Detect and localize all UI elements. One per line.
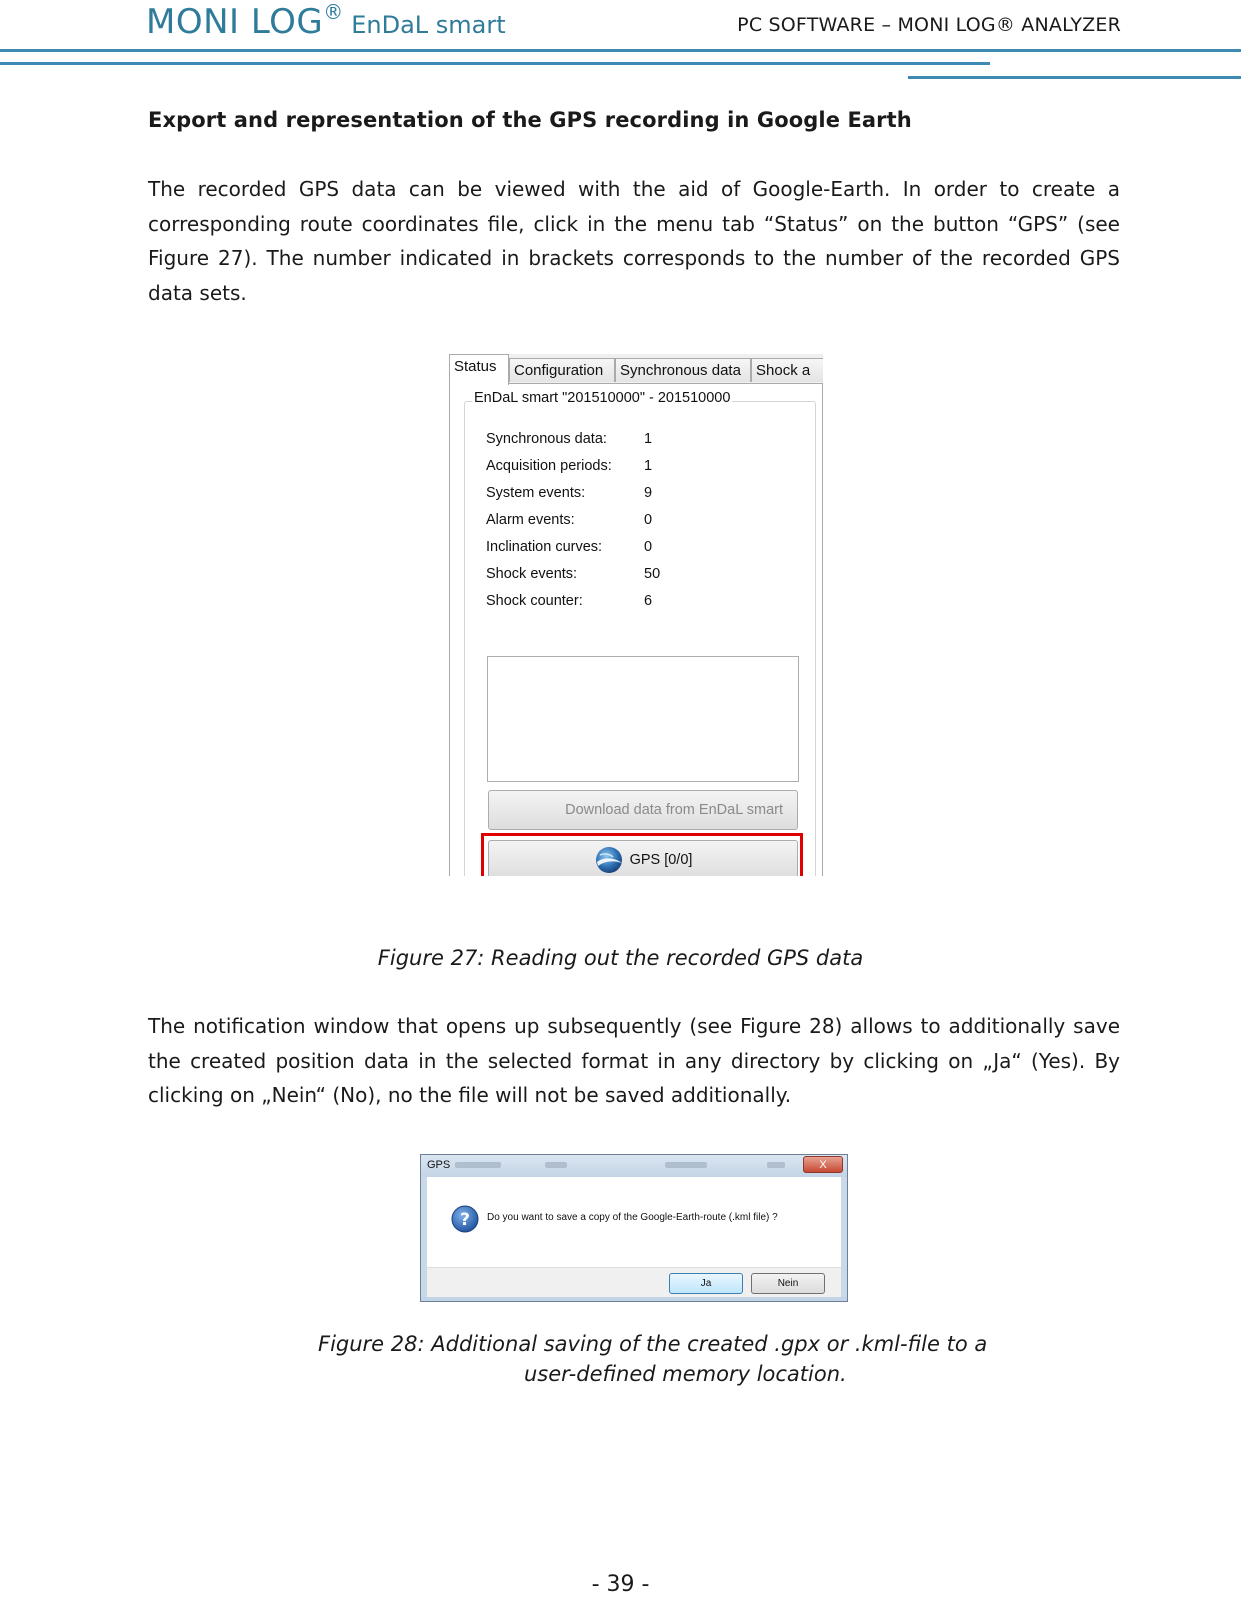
yes-button[interactable]: Ja [669, 1273, 743, 1294]
no-button[interactable]: Nein [751, 1273, 825, 1294]
log-listbox[interactable] [487, 656, 799, 782]
background-blur [455, 1162, 501, 1168]
dialog-title: GPS [427, 1159, 451, 1171]
stat-row [486, 458, 653, 474]
stat-label: Acquisition periods: [486, 458, 612, 474]
stat-value: 1 [644, 458, 653, 474]
dialog-titlebar [421, 1155, 848, 1177]
stat-value: 50 [644, 566, 661, 582]
stat-row [486, 593, 653, 609]
tab-shock[interactable]: Shock a [751, 358, 823, 382]
stat-label: Synchronous data: [486, 431, 607, 447]
dialog-footer [427, 1267, 841, 1298]
background-blur [665, 1162, 707, 1168]
dialog-message: Do you want to save a copy of the Google-Earth-route (.kml file) ? [487, 1212, 778, 1223]
stat-value: 0 [644, 539, 653, 555]
dialog-body [427, 1177, 841, 1267]
header-divider [908, 76, 1241, 79]
tab-bar [449, 354, 823, 384]
section-heading: Export and representation of the GPS recording in Google Earth [148, 108, 912, 132]
download-data-button[interactable] [488, 790, 798, 830]
dialog-frame-bottom [421, 1297, 848, 1302]
stat-row [486, 539, 653, 555]
stat-row [486, 566, 661, 582]
close-button[interactable]: X [803, 1156, 843, 1173]
brand-header [146, 2, 506, 42]
stat-label: Inclination curves: [486, 539, 603, 555]
stat-value: 1 [644, 431, 653, 447]
stat-label: Shock counter: [486, 593, 583, 609]
brand-logo: MONI LOG [146, 2, 324, 42]
stat-label: Alarm events: [486, 512, 575, 528]
page-number: - 39 - [591, 1572, 650, 1597]
stat-row [486, 512, 653, 528]
stat-label: System events: [486, 485, 586, 501]
device-group-title: EnDaL smart "201510000" - 201510000 [474, 390, 731, 406]
gps-button-label: GPS [0/0] [629, 852, 693, 868]
body-paragraph: The recorded GPS data can be viewed with the aid of Google-Earth. In order to create a corresponding route coordinates file, click in the menu tab “Status” on the button “GPS” (see Figure 27). The number indicated in brackets corresponds to the number of the recorded GPS data sets. [148, 177, 1120, 305]
body-paragraph: The notification window that opens up subsequently (see Figure 28) allows to additionally save the created position data in the selected format in any directory by clicking on „Ja“ (Yes). By clicking on „Nein“ (No), no the file will not be saved additionally. [148, 1014, 1120, 1107]
header-divider [0, 49, 1241, 52]
stat-row [486, 431, 653, 447]
stat-value: 6 [644, 593, 653, 609]
figure-caption: Figure 28: Additional saving of the created .gpx or .kml-file to a [318, 1332, 988, 1356]
brand-product: EnDaL smart [351, 11, 506, 39]
brand-registered-mark: ® [323, 0, 344, 24]
stat-label: Shock events: [486, 566, 578, 582]
stat-value: 9 [644, 485, 653, 501]
stat-value: 0 [644, 512, 653, 528]
figure-caption-continued: user-defined memory location. [524, 1362, 847, 1386]
background-blur [767, 1162, 785, 1168]
stat-row [486, 485, 653, 501]
tab-status[interactable]: Status [449, 354, 509, 385]
question-icon [451, 1205, 479, 1233]
figure-caption: Figure 27: Reading out the recorded GPS data [377, 946, 864, 970]
header-divider [0, 62, 990, 65]
status-tab-panel [449, 383, 823, 876]
tab-configuration[interactable]: Configuration [509, 358, 615, 382]
download-data-label: Download data from EnDaL smart [565, 802, 783, 818]
svg-text:?: ? [460, 1210, 470, 1230]
section-title: PC SOFTWARE – MONI LOG® ANALYZER [737, 14, 1121, 36]
figure-status-panel [449, 354, 823, 876]
figure-gps-dialog [420, 1154, 848, 1302]
background-blur [545, 1162, 567, 1168]
gps-highlight-box [481, 833, 803, 876]
tab-synchronous-data[interactable]: Synchronous data [615, 358, 751, 382]
